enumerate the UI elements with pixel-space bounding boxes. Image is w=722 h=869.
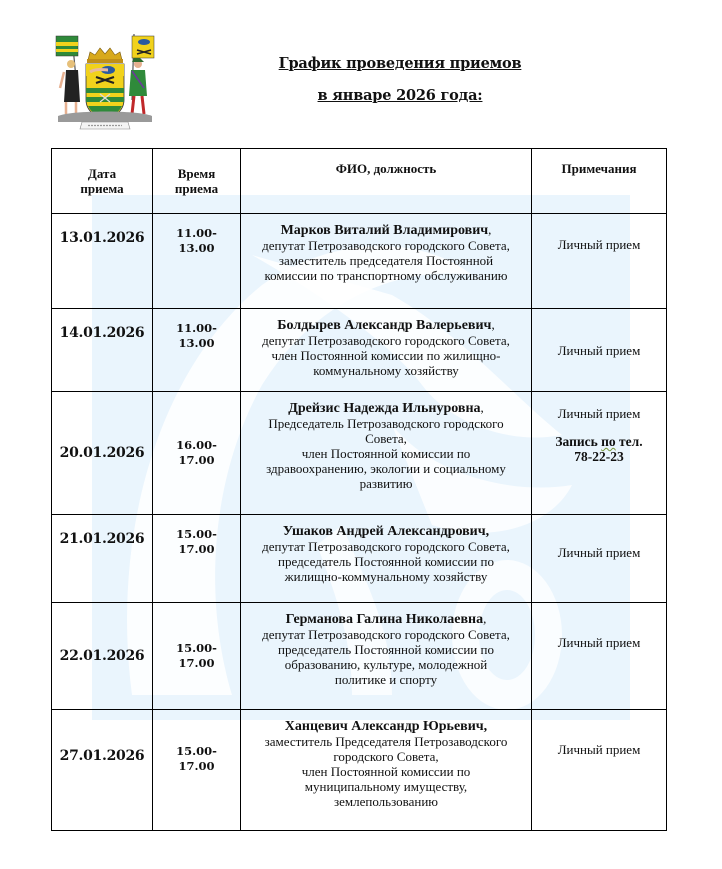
row-time xyxy=(153,309,241,392)
row-time xyxy=(153,214,241,309)
table-row xyxy=(52,309,667,392)
position-line: председатель Постоянной комиссии по xyxy=(278,642,494,657)
row-date: 21.01.2026 xyxy=(52,515,153,603)
position-line: Совета, xyxy=(365,431,407,446)
position-line: землепользованию xyxy=(333,794,438,809)
row-note xyxy=(532,603,667,710)
phone-number: 78-22-23 xyxy=(574,449,624,464)
header-fio: ФИО, должность xyxy=(241,149,532,214)
table-header-row xyxy=(52,149,667,214)
position-line: городского Совета, xyxy=(333,749,439,764)
position-line: Председатель Петрозаводского городского xyxy=(268,416,504,431)
position-line: член Постоянной комиссии по xyxy=(301,764,471,779)
position-line: коммунальному хозяйству xyxy=(313,363,459,378)
position-line: депутат Петрозаводского городского Совета, xyxy=(262,238,510,253)
person-name: Ушаков Андрей Александрович, xyxy=(282,524,490,539)
note-text: Личный прием xyxy=(557,237,641,252)
position-line: заместитель Председателя Петрозаводского xyxy=(264,734,508,749)
time-end: 13.00 xyxy=(178,336,215,350)
position-line: политике и спорту xyxy=(334,672,438,687)
name-suffix: , xyxy=(488,222,492,237)
position-line: здравоохранению, экологии и социальному xyxy=(266,461,506,476)
appointment-label-tail: тел. xyxy=(615,434,643,449)
time-end: 17.00 xyxy=(178,542,215,556)
name-suffix: , xyxy=(491,317,495,332)
row-note xyxy=(532,392,667,515)
note-text: Личный прием xyxy=(557,342,641,358)
position-line: образованию, культуре, молодежной xyxy=(284,657,488,672)
appointment-label-underlined: по xyxy=(601,434,616,449)
time-end: 17.00 xyxy=(178,453,215,467)
position-line: комиссии по транспортному обслуживанию xyxy=(264,268,508,283)
row-fio xyxy=(241,710,532,831)
person-name: Ханцевич Александр Юрьевич, xyxy=(284,719,488,734)
time-start: 16.00- xyxy=(176,438,217,452)
person-name: Марков Виталий Владимирович xyxy=(280,223,489,238)
position-line: муниципальному имуществу, xyxy=(304,779,468,794)
page-title xyxy=(250,48,550,112)
time-start: 15.00- xyxy=(176,527,217,541)
row-time xyxy=(153,392,241,515)
header-notes: Примечания xyxy=(532,149,667,214)
table-row xyxy=(52,214,667,309)
row-date: 13.01.2026 xyxy=(52,214,153,309)
position-line: член Постоянной комиссии по жилищно- xyxy=(271,348,501,363)
note-text: Личный прием xyxy=(557,635,641,650)
note-text: Личный прием xyxy=(557,742,641,757)
name-suffix: , xyxy=(480,400,484,415)
row-time xyxy=(153,710,241,831)
appointment-note xyxy=(532,434,666,449)
row-note xyxy=(532,214,667,309)
row-fio xyxy=(241,515,532,603)
time-start: 15.00- xyxy=(176,641,217,655)
row-date: 14.01.2026 xyxy=(52,309,153,392)
title-line-2: в январе 2026 года: xyxy=(317,87,483,104)
note-text: Личный прием xyxy=(557,406,641,421)
header-date: Дата приема xyxy=(52,149,153,214)
row-fio xyxy=(241,214,532,309)
row-note xyxy=(532,710,667,831)
note-text: Личный прием xyxy=(557,545,641,560)
row-note xyxy=(532,309,667,392)
time-start: 11.00- xyxy=(176,321,217,335)
table-row xyxy=(52,515,667,603)
position-line: председатель Постоянной комиссии по xyxy=(278,554,494,569)
time-start: 11.00- xyxy=(176,226,217,240)
row-date: 22.01.2026 xyxy=(52,603,153,710)
reception-schedule-table xyxy=(51,148,667,831)
table-row xyxy=(52,603,667,710)
row-fio xyxy=(241,603,532,710)
row-date: 27.01.2026 xyxy=(52,710,153,831)
time-end: 13.00 xyxy=(178,241,215,255)
position-line: депутат Петрозаводского городского Совета, xyxy=(262,333,510,348)
position-line: член Постоянной комиссии по xyxy=(301,446,471,461)
header-time: Время приема xyxy=(153,149,241,214)
row-time xyxy=(153,515,241,603)
table-row xyxy=(52,710,667,831)
person-name: Болдырев Александр Валерьевич xyxy=(277,318,492,333)
time-start: 15.00- xyxy=(176,744,217,758)
position-line: жилищно-коммунальному хозяйству xyxy=(284,569,488,584)
row-date: 20.01.2026 xyxy=(52,392,153,515)
name-suffix: , xyxy=(483,611,487,626)
position-line: депутат Петрозаводского городского Совета, xyxy=(262,627,510,642)
time-end: 17.00 xyxy=(178,759,215,773)
row-fio xyxy=(241,309,532,392)
appointment-label: Запись xyxy=(555,434,602,449)
position-line: заместитель председателя Постоянной xyxy=(278,253,494,268)
table-row xyxy=(52,392,667,515)
row-note xyxy=(532,515,667,603)
coat-of-arms-emblem xyxy=(52,30,158,132)
title-line-1: График проведения приемов xyxy=(278,55,522,72)
person-name: Дрейзис Надежда Ильнуровна xyxy=(288,401,481,416)
position-line: развитию xyxy=(359,476,413,491)
time-end: 17.00 xyxy=(178,656,215,670)
position-line: депутат Петрозаводского городского Совета, xyxy=(262,539,510,554)
row-time xyxy=(153,603,241,710)
row-fio xyxy=(241,392,532,515)
person-name: Германова Галина Николаевна xyxy=(285,612,484,627)
